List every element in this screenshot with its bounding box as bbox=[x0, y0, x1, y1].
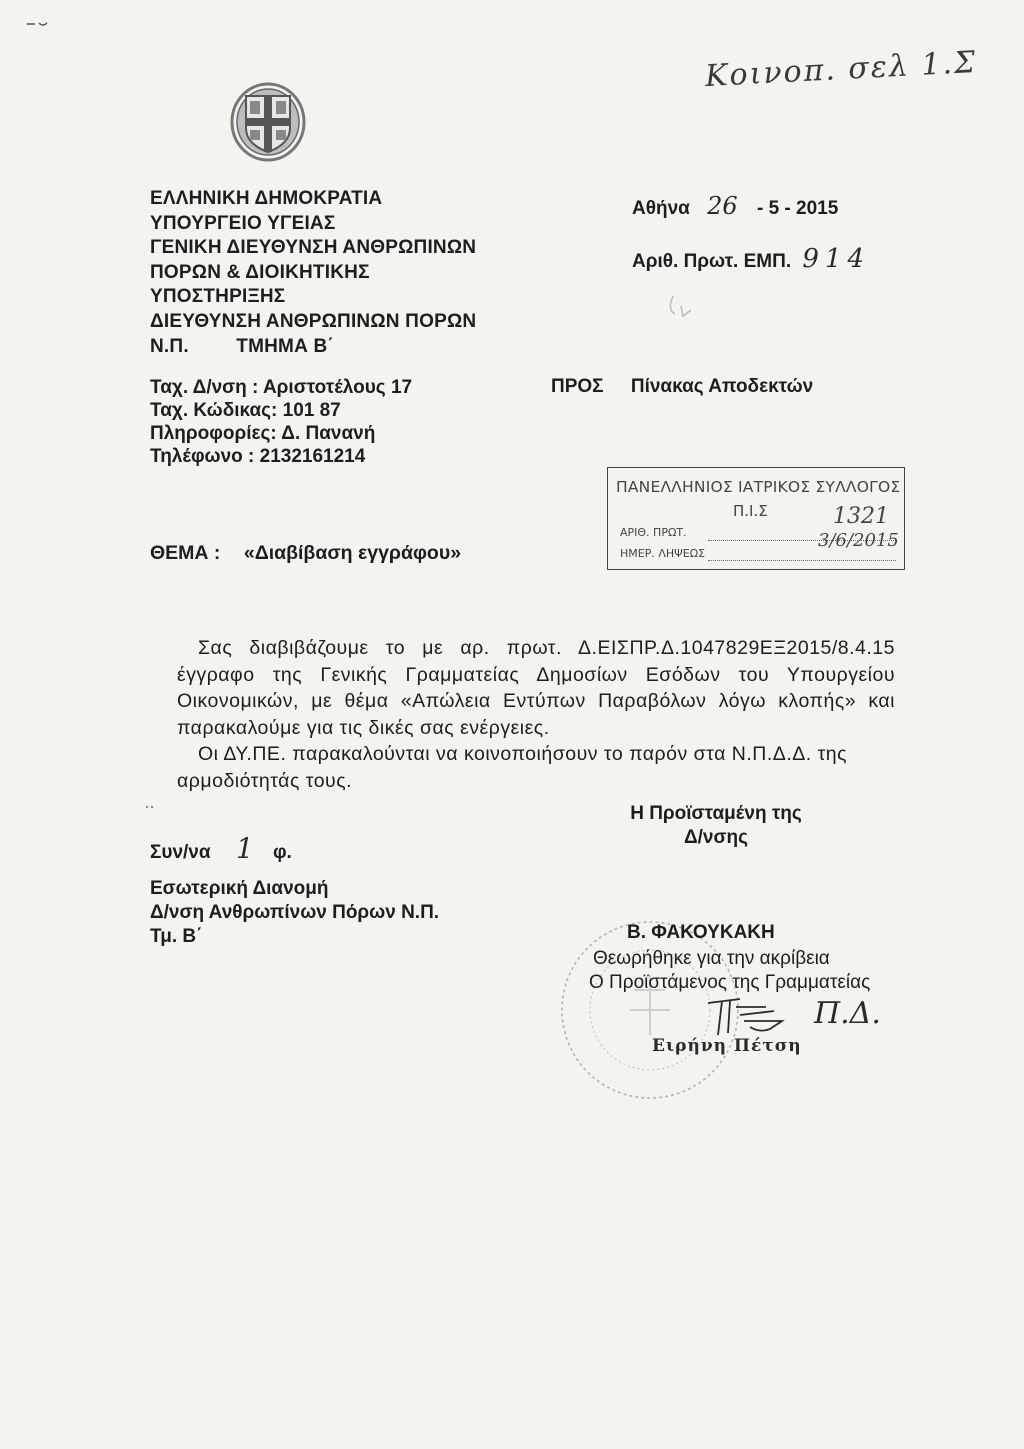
stamped-name: Ειρήνη Πέτση bbox=[652, 1036, 802, 1056]
sender-header bbox=[150, 187, 476, 359]
contact-details bbox=[150, 376, 412, 468]
header-line: ΓΕΝΙΚΗ ΔΙΕΥΘΥΝΣΗ ΑΝΘΡΩΠΙΝΩΝ bbox=[150, 237, 477, 259]
internal-distribution bbox=[150, 877, 439, 949]
stamp-date-line bbox=[708, 560, 896, 561]
stamp-title: ΠΑΝΕΛΛΗΝΙΟΣ ΙΑΤΡΙΚΟΣ ΣΥΛΛΟΓΟΣ bbox=[616, 478, 901, 496]
stamp-subtitle: Π.Ι.Σ bbox=[733, 502, 768, 520]
signatory-title bbox=[606, 802, 826, 850]
np-label: Ν.Π. bbox=[150, 335, 189, 357]
stamp-number-value: 1321 bbox=[833, 504, 889, 529]
address-line: Ταχ. Δ/νση : Αριστοτέλους 17 bbox=[150, 377, 413, 398]
handwritten-annotation: Κοινοπ. σελ 1.Σ bbox=[704, 44, 979, 95]
header-line: ΥΠΟΣΤΗΡΙΞΗΣ bbox=[150, 286, 286, 308]
attachments bbox=[150, 832, 292, 865]
protocol-value-handwritten: 914 bbox=[802, 244, 871, 274]
protocol-label: Αριθ. Πρωτ. ΕΜΠ. bbox=[632, 251, 792, 272]
date-day-handwritten: 26 bbox=[707, 192, 738, 220]
attachments-count-handwritten: 1 bbox=[235, 832, 254, 865]
attachments-suffix: φ. bbox=[272, 842, 292, 863]
stamp-date-label: ΗΜΕΡ. ΛΗΨΕΩΣ bbox=[620, 547, 706, 560]
signatory-title-line: Δ/νσης bbox=[684, 827, 748, 848]
stamp-number-label: ΑΡΙΘ. ΠΡΩΤ. bbox=[620, 526, 687, 539]
document-date bbox=[632, 192, 838, 220]
faint-scribble bbox=[665, 292, 695, 322]
signatory-name: Β. ΦΑΚΟΥΚΑΚΗ bbox=[627, 922, 775, 943]
header-line: ΥΠΟΥΡΓΕΙΟ ΥΓΕΙΑΣ bbox=[150, 212, 336, 234]
certification-line: Ο Προϊστάμενος της Γραμματείας bbox=[589, 972, 871, 993]
attachments-label: Συν/να bbox=[150, 842, 211, 863]
date-rest: - 5 - 2015 bbox=[756, 198, 839, 219]
recipient-label: ΠΡΟΣ bbox=[551, 376, 604, 397]
address-line: Τηλέφωνο : 2132161214 bbox=[150, 446, 366, 467]
handwritten-initials: Π.Δ. bbox=[814, 996, 881, 1031]
recipient-value: Πίνακας Αποδεκτών bbox=[630, 376, 814, 397]
address-line: Πληροφορίες: Δ. Πανανή bbox=[150, 423, 376, 444]
signatory-title-line: Η Προϊσταμένη της bbox=[630, 803, 802, 824]
body-paragraph-end: αρμοδιότητάς τους. bbox=[177, 769, 353, 792]
letter-body bbox=[177, 635, 895, 794]
internal-line: Δ/νση Ανθρωπίνων Πόρων Ν.Π. bbox=[150, 902, 440, 923]
address-line: Ταχ. Κώδικας: 101 87 bbox=[150, 400, 341, 421]
subject bbox=[150, 542, 461, 565]
body-paragraph: Σας διαβιβάζουμε το με αρ. πρωτ. Δ.ΕΙΣΠΡ.Δ.1047829ΕΞ2015/8.4.15 έγγραφο της Γενικής Γραμματείας Δημοσίων Εσόδων του Υπουργείου Οικονομικών, με θέμα «Απώλεια Εντύπων Παραβόλων λόγω κλοπής» και παρακαλούμε για τις δικές σας ενέργειες. bbox=[177, 637, 895, 739]
header-line: ΠΟΡΩΝ & ΔΙΟΙΚΗΤΙΚΗΣ bbox=[150, 261, 370, 283]
internal-line: Εσωτερική Διανομή bbox=[150, 878, 329, 899]
coat-of-arms-emblem bbox=[222, 78, 314, 166]
stamp-date-value: 3/6/2015 bbox=[818, 530, 899, 551]
certification-line: Θεωρήθηκε για την ακρίβεια bbox=[593, 948, 830, 969]
reception-stamp bbox=[607, 467, 905, 570]
internal-line: Τμ. Β΄ bbox=[150, 926, 203, 947]
header-line-np bbox=[150, 335, 476, 360]
recipient bbox=[551, 376, 813, 398]
department-label: ΤΜΗΜΑ Β΄ bbox=[236, 335, 334, 357]
protocol-number bbox=[632, 244, 870, 274]
corner-mark bbox=[26, 14, 52, 20]
subject-label: ΘΕΜΑ : bbox=[150, 542, 221, 564]
header-line: ΕΛΛΗΝΙΚΗ ΔΗΜΟΚΡΑΤΙΑ bbox=[150, 188, 383, 209]
certification-block bbox=[589, 947, 871, 995]
header-line: ΔΙΕΥΘΥΝΣΗ ΑΝΘΡΩΠΙΝΩΝ ΠΟΡΩΝ bbox=[150, 310, 477, 332]
subject-value: «Διαβίβαση εγγράφου» bbox=[243, 542, 462, 564]
stray-mark bbox=[145, 796, 155, 800]
body-paragraph: Οι ΔΥ.ΠΕ. παρακαλούνται να κοινοποιήσουν το παρόν στα Ν.Π.Δ.Δ. της bbox=[198, 743, 848, 765]
date-prefix: Αθήνα bbox=[632, 198, 690, 219]
